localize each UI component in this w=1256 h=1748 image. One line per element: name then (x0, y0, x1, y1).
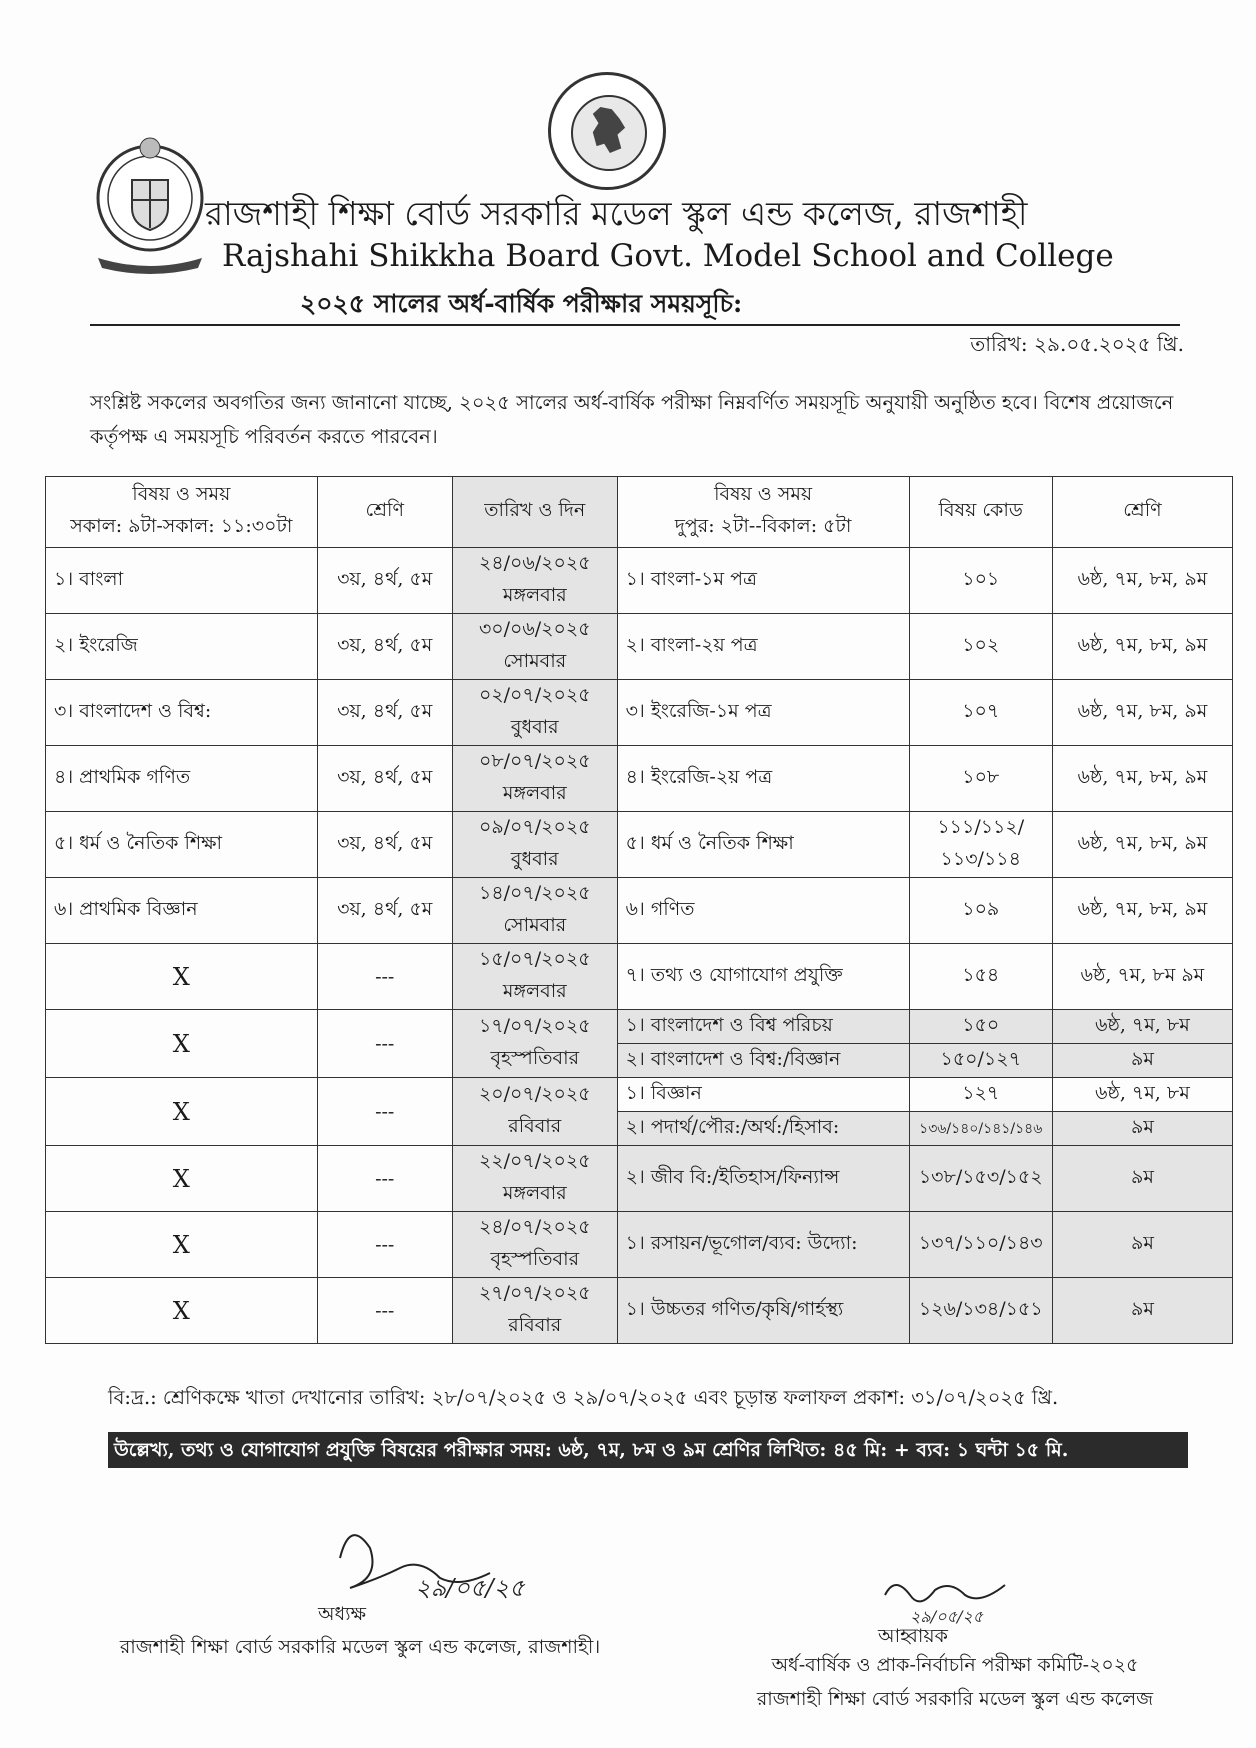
exam-day: মঙ্গলবার (502, 1181, 567, 1204)
subject-code: ১১১/১১২/ ১১৩/১১৪ (909, 812, 1052, 878)
exam-date: ২০/০৭/২০২৫ (478, 1082, 591, 1105)
afternoon-subject: ১। বাংলা-১ম পত্র (617, 548, 909, 614)
exam-day: সোমবার (503, 913, 567, 936)
morning-class: ৩য়, ৪র্থ, ৫ম (317, 548, 452, 614)
date-day-cell (452, 1146, 617, 1212)
table-row (46, 746, 1233, 812)
footnote: বি:দ্র.: শ্রেণিকক্ষে খাতা দেখানোর তারিখ: ২৮/০৭/২০২৫ ও ২৯/০৭/২০২৫ এবং চূড়ান্ত ফলাফল প্রকাশ: ৩১/০৭/২০২৫ খ্রি. (108, 1386, 1059, 1409)
exam-date: ০২/০৭/২০২৫ (478, 683, 591, 706)
afternoon-subject: ৬। গণিত (617, 878, 909, 944)
subject-code: ১৫০/১২৭ (909, 1044, 1052, 1078)
header-morning-subject: বিষয় ও সময় সকাল: ৯টা-সকাল: ১১:৩০টা (46, 477, 318, 548)
subject-code: ১০২ (909, 614, 1052, 680)
exam-day: রবিবার (508, 1313, 562, 1336)
afternoon-class: ৯ম (1052, 1112, 1232, 1146)
exam-date: ৩০/০৬/২০২৫ (478, 617, 591, 640)
afternoon-subject: ৫। ধর্ম ও নৈতিক শিক্ষা (617, 812, 909, 878)
date-day-cell (452, 1010, 617, 1078)
morning-subject: X (46, 1010, 318, 1078)
school-name-english: Rajshahi Shikkha Board Govt. Model School and College (222, 238, 1114, 274)
morning-class: --- (317, 1278, 452, 1344)
subject-code: ১২৬/১৩৪/১৫১ (909, 1278, 1052, 1344)
afternoon-class: ৯ম (1052, 1278, 1232, 1344)
committee-info (725, 1648, 1185, 1716)
morning-class: ৩য়, ৪র্থ, ৫ম (317, 878, 452, 944)
subject-code: ১০৭ (909, 680, 1052, 746)
table-row (46, 944, 1233, 1010)
header-morning-class: শ্রেণি (317, 477, 452, 548)
exam-date: ০৯/০৭/২০২৫ (478, 815, 591, 838)
subject-code: ১২৭ (909, 1078, 1052, 1112)
date-day-cell (452, 812, 617, 878)
date-day-cell (452, 1212, 617, 1278)
morning-subject: X (46, 1212, 318, 1278)
morning-class: ৩য়, ৪র্থ, ৫ম (317, 680, 452, 746)
date-day-cell (452, 548, 617, 614)
exam-date: ২৪/০৭/২০২৫ (478, 1215, 591, 1238)
date-day-cell (452, 944, 617, 1010)
morning-subject: X (46, 1278, 318, 1344)
table-row (46, 1212, 1233, 1278)
table-row (46, 548, 1233, 614)
exam-day: বুধবার (510, 847, 559, 870)
exam-day: বৃহস্পতিবার (490, 1247, 580, 1270)
table-header-row (46, 477, 1233, 548)
morning-subject: X (46, 1146, 318, 1212)
afternoon-class: ৬ষ্ঠ, ৭ম, ৮ম (1052, 1010, 1232, 1044)
exam-date: ১৪/০৭/২০২৫ (478, 881, 591, 904)
afternoon-class: ৬ষ্ঠ, ৭ম, ৮ম, ৯ম (1052, 812, 1232, 878)
table-row (46, 614, 1233, 680)
table-row (46, 680, 1233, 746)
header-subject-code: বিষয় কোড (909, 477, 1052, 548)
afternoon-class: ৬ষ্ঠ, ৭ম, ৮ম, ৯ম (1052, 548, 1232, 614)
morning-class: --- (317, 1010, 452, 1078)
subject-code: ১০৮ (909, 746, 1052, 812)
principal-title: অধ্যক্ষ (318, 1603, 367, 1625)
exam-schedule-table (45, 476, 1233, 1344)
header-divider (90, 324, 1180, 326)
notice-paragraph: সংশ্লিষ্ট সকলের অবগতির জন্য জানানো যাচ্ছে, ২০২৫ সালের অর্ধ-বার্ষিক পরীক্ষা নিম্নবর্ণিত সময়সূচি অনুযায়ী অনুষ্ঠিত হবে। বিশেষ প্রয়োজনে কর্তৃপক্ষ এ সময়সূচি পরিবর্তন করতে পারবেন। (90, 391, 1174, 448)
exam-date: ২৪/০৬/২০২৫ (478, 551, 591, 574)
morning-class: ৩য়, ৪র্থ, ৫ম (317, 812, 452, 878)
afternoon-class: ৬ষ্ঠ, ৭ম, ৮ম, ৯ম (1052, 878, 1232, 944)
afternoon-class: ৯ম (1052, 1044, 1232, 1078)
exam-day: রবিবার (508, 1114, 562, 1137)
date-day-cell (452, 614, 617, 680)
date-day-cell (452, 1078, 617, 1146)
morning-class: ৩য়, ৪র্থ, ৫ম (317, 746, 452, 812)
subject-code: ১০১ (909, 548, 1052, 614)
table-row (46, 1078, 1233, 1112)
morning-subject: ৩। বাংলাদেশ ও বিশ্ব: (46, 680, 318, 746)
convener-signature (880, 1570, 1030, 1630)
ict-exam-time-banner: উল্লেখ্য, তথ্য ও যোগাযোগ প্রযুক্তি বিষয়ের পরীক্ষার সময়: ৬ষ্ঠ, ৭ম, ৮ম ও ৯ম শ্রেণির লিখিত: ৪৫ মি: + ব্যব: ১ ঘন্টা ১৫ মি. (108, 1432, 1188, 1468)
morning-subject: ৬। প্রাথমিক বিজ্ঞান (46, 878, 318, 944)
afternoon-subject: ৩। ইংরেজি-১ম পত্র (617, 680, 909, 746)
morning-subject: X (46, 944, 318, 1010)
header-date-day: তারিখ ও দিন (452, 477, 617, 548)
table-row (46, 1278, 1233, 1344)
morning-subject: ৪। প্রাথমিক গণিত (46, 746, 318, 812)
table-row (46, 1146, 1233, 1212)
subject-code: ১৫০ (909, 1010, 1052, 1044)
morning-subject: X (46, 1078, 318, 1146)
exam-day: মঙ্গলবার (502, 781, 567, 804)
school-crest-logo (90, 128, 210, 278)
afternoon-subject: ৪। ইংরেজি-২য় পত্র (617, 746, 909, 812)
exam-date: ২২/০৭/২০২৫ (478, 1149, 591, 1172)
morning-subject: ৫। ধর্ম ও নৈতিক শিক্ষা (46, 812, 318, 878)
subject-code: ১০৯ (909, 878, 1052, 944)
issue-date: তারিখ: ২৯.০৫.২০২৫ খ্রি. (970, 332, 1184, 356)
afternoon-subject: ২। বাংলাদেশ ও বিশ্ব:/বিজ্ঞান (617, 1044, 909, 1078)
afternoon-class: ৬ষ্ঠ, ৭ম, ৮ম, ৯ম (1052, 746, 1232, 812)
exam-date: ১৫/০৭/২০২৫ (478, 947, 591, 970)
subject-code: ১৩৭/১১০/১৪৩ (909, 1212, 1052, 1278)
exam-day: বৃহস্পতিবার (490, 1046, 580, 1069)
date-day-cell (452, 878, 617, 944)
morning-class: --- (317, 944, 452, 1010)
afternoon-subject: ১। বিজ্ঞান (617, 1078, 909, 1112)
exam-day: সোমবার (503, 649, 567, 672)
header-afternoon-class: শ্রেণি (1052, 477, 1232, 548)
exam-day: বুধবার (510, 715, 559, 738)
afternoon-subject: ১। বাংলাদেশ ও বিশ্ব পরিচয় (617, 1010, 909, 1044)
afternoon-subject: ২। বাংলা-২য় পত্র (617, 614, 909, 680)
exam-day: মঙ্গলবার (502, 583, 567, 606)
principal-institution: রাজশাহী শিক্ষা বোর্ড সরকারি মডেল স্কুল এন্ড কলেজ, রাজশাহী। (119, 1636, 601, 1658)
government-seal-logo (548, 72, 666, 190)
afternoon-subject: ২। জীব বি:/ইতিহাস/ফিন্যান্স (617, 1146, 909, 1212)
afternoon-class: ৬ষ্ঠ, ৭ম, ৮ম (1052, 1078, 1232, 1112)
date-day-cell (452, 1278, 617, 1344)
committee-name: অর্ধ-বার্ষিক ও প্রাক-নির্বাচনি পরীক্ষা কমিটি-২০২৫ (771, 1654, 1139, 1676)
afternoon-class: ৯ম (1052, 1146, 1232, 1212)
document-title: ২০২৫ সালের অর্ধ-বার্ষিক পরীক্ষার সময়সূচি: (300, 289, 743, 318)
date-day-cell (452, 746, 617, 812)
exam-date: ১৭/০৭/২০২৫ (478, 1014, 591, 1037)
committee-institution: রাজশাহী শিক্ষা বোর্ড সরকারি মডেল স্কুল এন্ড কলেজ (756, 1688, 1154, 1710)
afternoon-class: ৬ষ্ঠ, ৭ম, ৮ম, ৯ম (1052, 614, 1232, 680)
afternoon-subject: ১। উচ্চতর গণিত/কৃষি/গার্হস্থ্য (617, 1278, 909, 1344)
morning-subject: ২। ইংরেজি (46, 614, 318, 680)
svg-text:২৯/০৫/২৫: ২৯/০৫/২৫ (910, 1607, 984, 1626)
table-row (46, 878, 1233, 944)
morning-subject: ১। বাংলা (46, 548, 318, 614)
exam-date: ২৭/০৭/২০২৫ (478, 1281, 591, 1304)
afternoon-subject: ৭। তথ্য ও যোগাযোগ প্রযুক্তি (617, 944, 909, 1010)
table-row (46, 812, 1233, 878)
svg-text:২৯/০৫/২৫: ২৯/০৫/২৫ (415, 1574, 525, 1602)
afternoon-subject: ২। পদার্থ/পৌর:/অর্থ:/হিসাব: (617, 1112, 909, 1146)
morning-class: ৩য়, ৪র্থ, ৫ম (317, 614, 452, 680)
school-name-bangla: রাজশাহী শিক্ষা বোর্ড সরকারি মডেল স্কুল এন্ড কলেজ, রাজশাহী (205, 194, 1028, 233)
afternoon-class: ৯ম (1052, 1212, 1232, 1278)
morning-class: --- (317, 1146, 452, 1212)
afternoon-subject: ১। রসায়ন/ভূগোল/ব্যব: উদ্যো: (617, 1212, 909, 1278)
date-day-cell (452, 680, 617, 746)
convener-title: আহ্বায়ক (878, 1625, 948, 1647)
exam-day: মঙ্গলবার (502, 979, 567, 1002)
afternoon-class: ৬ষ্ঠ, ৭ম, ৮ম ৯ম (1052, 944, 1232, 1010)
subject-code: ১৩৬/১৪০/১৪১/১৪৬ (909, 1112, 1052, 1146)
principal-signature (320, 1518, 540, 1608)
subject-code: ১৩৮/১৫৩/১৫২ (909, 1146, 1052, 1212)
table-row (46, 1010, 1233, 1044)
morning-class: --- (317, 1078, 452, 1146)
exam-date: ০৮/০৭/২০২৫ (478, 749, 591, 772)
afternoon-class: ৬ষ্ঠ, ৭ম, ৮ম, ৯ম (1052, 680, 1232, 746)
subject-code: ১৫৪ (909, 944, 1052, 1010)
header-afternoon-subject: বিষয় ও সময় দুপুর: ২টা--বিকাল: ৫টা (617, 477, 909, 548)
morning-class: --- (317, 1212, 452, 1278)
